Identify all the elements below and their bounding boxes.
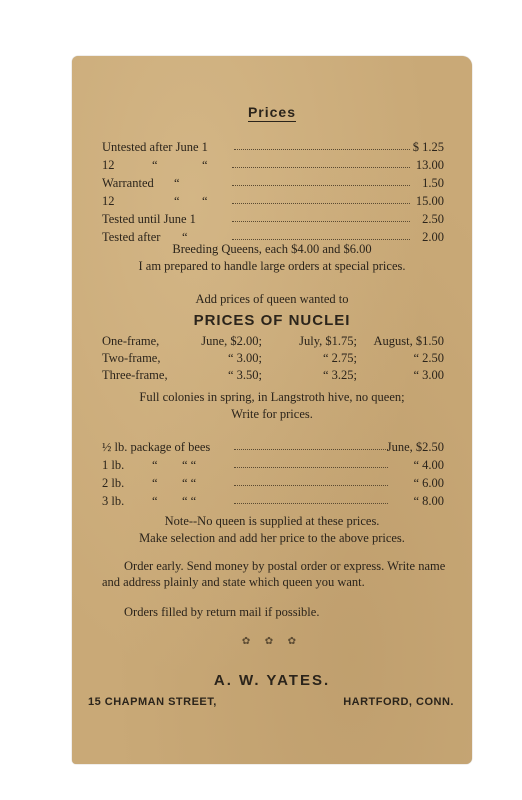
- nuclei-july-price: “ 2.75;: [322, 351, 357, 365]
- nuclei-frame-label: Two-frame,: [102, 351, 161, 365]
- package-label: 3 lb.: [102, 494, 125, 508]
- ditto-mark: “ “: [182, 494, 197, 508]
- prices-heading: Prices: [247, 104, 297, 120]
- price-row: [72, 176, 472, 192]
- price-label: Tested until June 1: [102, 212, 196, 226]
- seller-name: A. W. YATES.: [213, 672, 331, 689]
- package-price: “ 8.00: [413, 494, 444, 508]
- package-row: [72, 494, 472, 510]
- ornament: ✿ ✿ ✿: [241, 636, 303, 647]
- price-value: $ 1.25: [412, 140, 444, 154]
- price-row: [72, 158, 472, 174]
- ditto-mark: “: [202, 194, 208, 208]
- ditto-mark: “ “: [182, 458, 197, 472]
- ditto-mark: “: [174, 194, 180, 208]
- price-label: 12: [102, 158, 115, 172]
- price-row: [72, 212, 472, 228]
- price-label: Untested after June 1: [102, 140, 208, 154]
- breeding-queens-line: Breeding Queens, each $4.00 and $6.00: [172, 242, 372, 256]
- write-for-prices-line: Write for prices.: [231, 407, 313, 421]
- price-value: 13.00: [415, 158, 444, 172]
- price-row: [72, 194, 472, 210]
- package-price: June, $2.50: [386, 440, 444, 454]
- package-label: ½ lb. package of bees: [102, 440, 211, 454]
- city-address: HARTFORD, CONN.: [343, 696, 454, 708]
- ditto-mark: “: [152, 158, 158, 172]
- leader-dots: [234, 503, 388, 504]
- price-value: 1.50: [422, 176, 444, 190]
- package-row: [72, 440, 472, 456]
- nuclei-august-price: August, $1.50: [373, 334, 444, 348]
- package-price: “ 6.00: [413, 476, 444, 490]
- street-address: 15 CHAPMAN STREET,: [88, 696, 217, 708]
- price-value: 2.50: [422, 212, 444, 226]
- nuclei-row: [72, 351, 472, 367]
- order-paragraph: Order early. Send money by postal order or express. Write name and address plainly and state which queen you want.: [102, 559, 446, 589]
- nuclei-heading: PRICES OF NUCLEI: [193, 312, 351, 329]
- nuclei-july-price: “ 3.25;: [322, 368, 357, 382]
- ditto-mark: “: [152, 494, 158, 508]
- leader-dots: [232, 185, 410, 186]
- nuclei-august-price: “ 3.00: [413, 368, 444, 382]
- nuclei-june-price: “ 3.50;: [227, 368, 262, 382]
- leader-dots: [232, 221, 410, 222]
- price-row: [72, 140, 472, 156]
- leader-dots: [234, 449, 388, 450]
- ditto-mark: “: [174, 176, 180, 190]
- price-label: Tested after: [102, 230, 161, 244]
- leader-dots: [234, 485, 388, 486]
- full-colonies-line: Full colonies in spring, in Langstroth hive, no queen;: [139, 390, 405, 404]
- nuclei-august-price: “ 2.50: [413, 351, 444, 365]
- large-orders-line: I am prepared to handle large orders at special prices.: [138, 259, 406, 273]
- package-row: [72, 476, 472, 492]
- nuclei-june-price: “ 3.00;: [227, 351, 262, 365]
- price-value: 2.00: [422, 230, 444, 244]
- selection-line: Make selection and add her price to the above prices.: [139, 531, 405, 545]
- nuclei-row: [72, 368, 472, 384]
- leader-dots: [232, 203, 410, 204]
- ditto-mark: “: [202, 158, 208, 172]
- ditto-mark: “: [152, 476, 158, 490]
- price-value: 15.00: [415, 194, 444, 208]
- ditto-mark: “: [152, 458, 158, 472]
- nuclei-july-price: July, $1.75;: [299, 334, 357, 348]
- orders-filled-line: Orders filled by return mail if possible.: [124, 605, 320, 619]
- package-label: 1 lb.: [102, 458, 125, 472]
- package-label: 2 lb.: [102, 476, 125, 490]
- leader-dots: [234, 467, 388, 468]
- package-row: [72, 458, 472, 474]
- package-price: “ 4.00: [413, 458, 444, 472]
- price-label: 12: [102, 194, 115, 208]
- price-card: [72, 56, 472, 764]
- add-prices-line: Add prices of queen wanted to: [195, 292, 349, 306]
- leader-dots: [234, 149, 410, 150]
- nuclei-row: [72, 334, 472, 350]
- nuclei-frame-label: Three-frame,: [102, 368, 168, 382]
- nuclei-frame-label: One-frame,: [102, 334, 160, 348]
- ditto-mark: “: [182, 230, 188, 244]
- leader-dots: [232, 239, 410, 240]
- ditto-mark: “ “: [182, 476, 197, 490]
- nuclei-june-price: June, $2.00;: [201, 334, 262, 348]
- note-line: Note--No queen is supplied at these prices.: [164, 514, 380, 528]
- price-label: Warranted: [102, 176, 154, 190]
- leader-dots: [232, 167, 410, 168]
